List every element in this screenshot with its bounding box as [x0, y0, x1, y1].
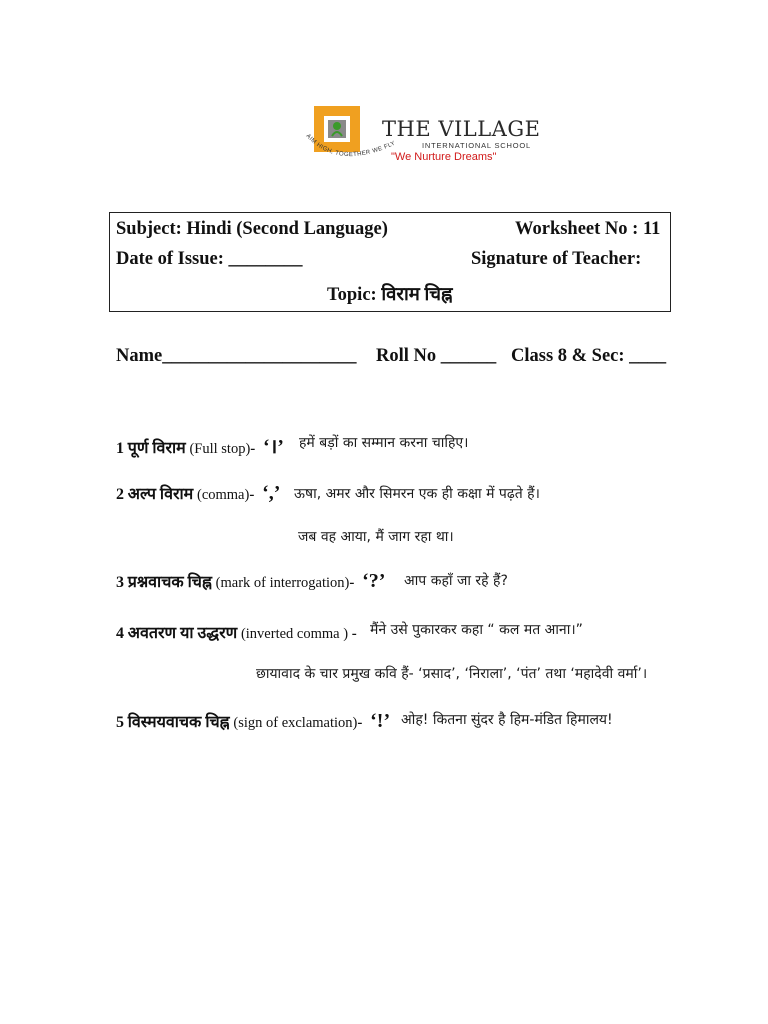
date-of-issue: Date of Issue: ________	[116, 249, 303, 269]
item-number: 1	[116, 440, 124, 457]
class-section-field: Class 8 & Sec: ____	[511, 346, 667, 366]
school-tagline: "We Nurture Dreams"	[391, 151, 497, 163]
item-english-term: (inverted comma )	[240, 626, 349, 642]
item-number: 5	[116, 714, 124, 731]
item-number: 4	[116, 625, 124, 642]
list-item	[116, 482, 284, 505]
list-item	[116, 432, 288, 459]
motto-text: AIM HIGH, TOGETHER WE FLY	[304, 133, 397, 159]
item-example: ओह! कितना सुंदर है हिम-मंडित हिमालय!	[401, 712, 613, 728]
roll-number-field: Roll No ______	[376, 346, 497, 366]
item-number: 2	[116, 486, 124, 503]
item-example: मैंने उसे पुकारकर कहा “ कल मत आना।”	[370, 622, 583, 638]
item-mark: ‘?’	[362, 570, 386, 592]
worksheet-header-box	[109, 212, 671, 312]
subject-label: Subject: Hindi (Second Language)	[116, 219, 388, 239]
topic-label: Topic: विराम चिह्न	[327, 285, 453, 305]
school-name: THE VILLAGE	[382, 117, 541, 141]
item-english-term: (mark of interrogation)	[215, 575, 350, 591]
item-example: हमें बड़ों का सम्मान करना चाहिए।	[299, 435, 469, 451]
item-example-second: जब वह आया, मैं जाग रहा था।	[298, 529, 454, 545]
item-dash: -	[250, 441, 256, 457]
teacher-signature-label: Signature of Teacher:	[471, 249, 642, 269]
list-item	[116, 710, 394, 733]
item-english-term: (Full stop)	[189, 441, 251, 457]
item-mark: ‘!’	[370, 710, 391, 732]
student-name-field: Name_____________________	[116, 346, 357, 366]
item-dash: -	[351, 626, 357, 642]
item-hindi-term: प्रश्नवाचक चिह्न	[127, 574, 212, 591]
item-dash: -	[357, 715, 363, 731]
item-example-second: छायावाद के चार प्रमुख कवि हैं- ‘प्रसाद’, ‘निराला’, ‘पंत’ तथा ‘महादेवी वर्मा’।	[256, 666, 648, 682]
item-english-term: (comma)	[196, 487, 250, 503]
item-dash: -	[349, 575, 355, 591]
list-item	[116, 570, 389, 593]
item-hindi-term: अल्प विराम	[127, 486, 194, 503]
item-example: ऊषा, अमर और सिमरन एक ही कक्षा में पढ़ते हैं।	[294, 486, 540, 502]
item-hindi-term: पूर्ण विराम	[127, 440, 186, 457]
worksheet-number: Worksheet No : 11	[515, 219, 661, 239]
school-logo	[300, 104, 540, 184]
item-hindi-term: विस्मयवाचक चिह्न	[127, 714, 230, 731]
item-hindi-term: अवतरण या उद्धरण	[127, 625, 238, 642]
item-number: 3	[116, 574, 124, 591]
item-dash: -	[249, 487, 255, 503]
school-subtitle: INTERNATIONAL SCHOOL	[422, 141, 531, 150]
item-english-term: (sign of exclamation)	[233, 715, 358, 731]
item-mark: ‘।’	[263, 436, 284, 458]
item-example: आप कहाँ जा रहे हैं?	[404, 573, 508, 589]
list-item	[116, 621, 357, 643]
item-mark: ‘,’	[262, 482, 281, 504]
